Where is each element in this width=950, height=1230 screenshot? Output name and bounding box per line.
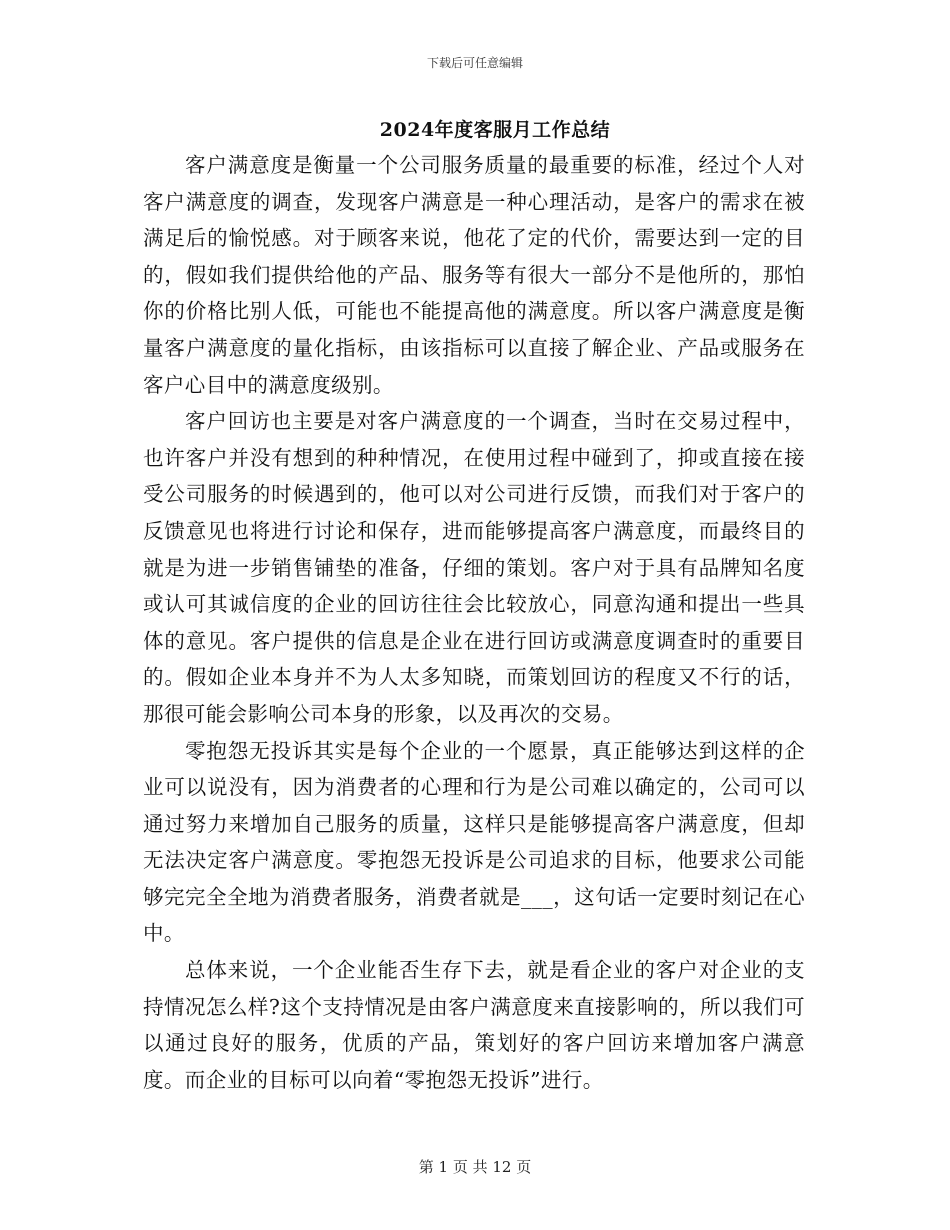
page-footer: 第 1 页 共 12 页 [418,1158,532,1176]
paragraph: 客户回访也主要是对客户满意度的一个调查，当时在交易过程中，也许客户并没有想到的种种情况，在使用过程中碰到了，抑或直接在接受公司服务的时候遇到的，他可以对公司进行反馈，而我们对于客户的反馈意见也将进行讨论和保存，进而能够提高客户满意度，而最终目的就是为进一步销售铺垫的准备，仔细的策划。客户对于具有品牌知名度或认可其诚信度的企业的回访往往会比较放心，同意沟通和提出一些具体的意见。客户提供的信息是企业在进行回访或满意度调查时的重要目的。假如企业本身并不为人太多知晓，而策划回访的程度又不行的话，那很可能会影响公司本身的形象，以及再次的交易。 [143,409,805,726]
paragraph: 零抱怨无投诉其实是每个企业的一个愿景，真正能够达到这样的企业可以说没有，因为消费者的心理和行为是公司难以确定的，公司可以通过努力来增加自己服务的质量，这样只是能够提高客户满意度，但却无法决定客户满意度。零抱怨无投诉是公司追求的目标，他要求公司能够完完全全地为消费者服务，消费者就是___，这句话一定要时刻记在心中。 [143,738,805,946]
document-body [143,147,805,1098]
document-title: 2024年度客服月工作总结 [379,119,611,141]
paragraph: 总体来说，一个企业能否生存下去，就是看企业的客户对企业的支持情况怎么样?这个支持情况是由客户满意度来直接影响的，所以我们可以通过良好的服务，优质的产品，策划好的客户回访来增加客户满意度。而企业的目标可以向着“零抱怨无投诉”进行。 [143,958,805,1092]
paragraph: 客户满意度是衡量一个公司服务质量的最重要的标准，经过个人对客户满意度的调查，发现客户满意是一种心理活动，是客户的需求在被满足后的愉悦感。对于顾客来说，他花了定的代价，需要达到一定的目的，假如我们提供给他的产品、服务等有很大一部分不是他所的，那怕你的价格比别人低，可能也不能提高他的满意度。所以客户满意度是衡量客户满意度的量化指标，由该指标可以直接了解企业、产品或服务在客户心目中的满意度级别。 [143,153,805,397]
page-header: 下载后可任意编辑 [426,56,523,70]
